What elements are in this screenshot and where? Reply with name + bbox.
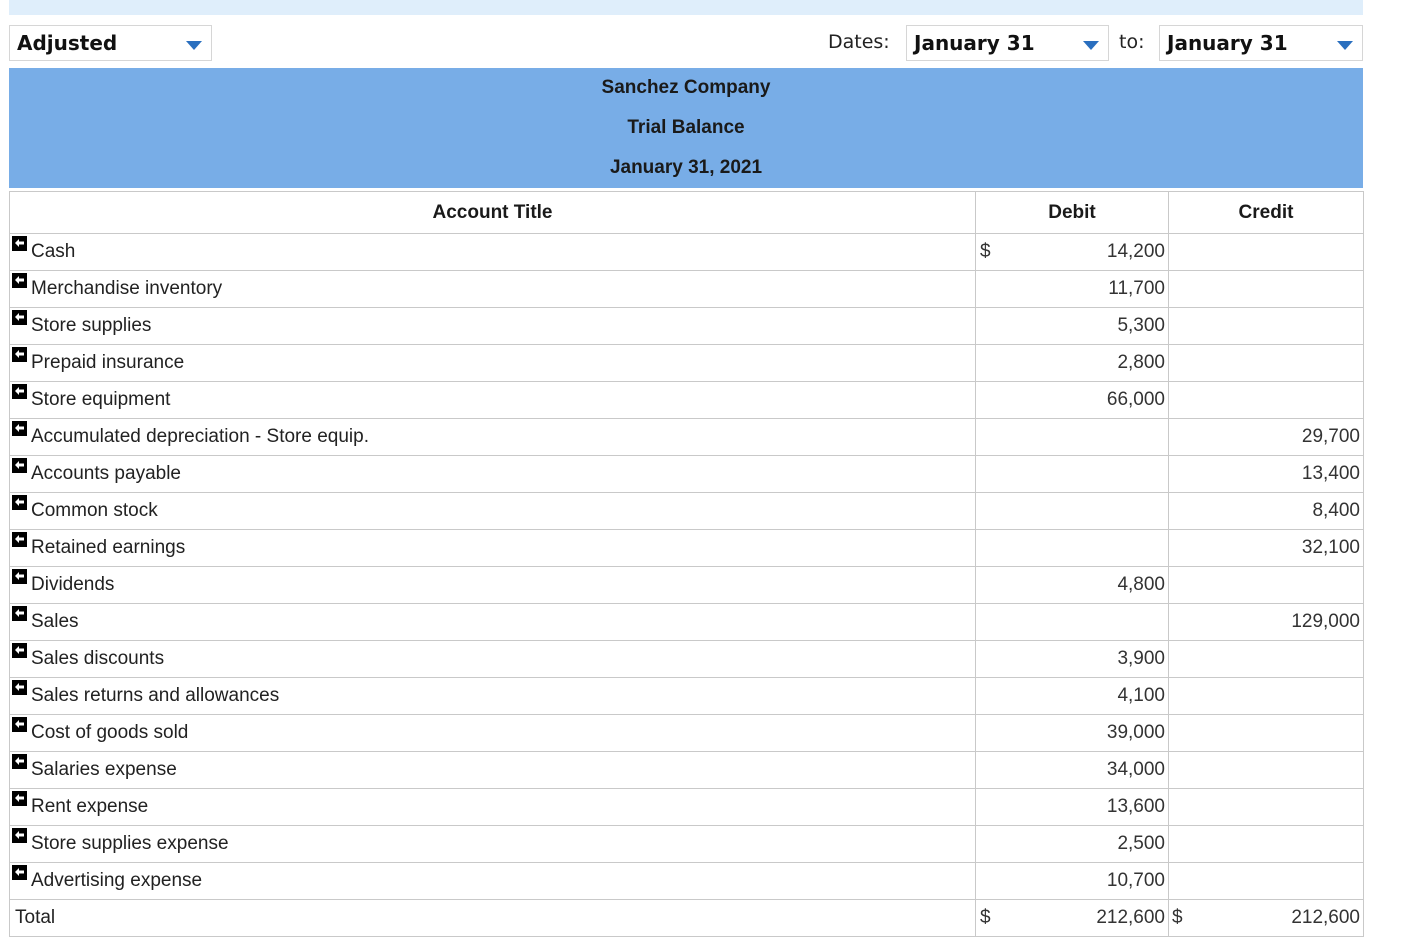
table-row bbox=[10, 641, 1364, 678]
total-debit-cell[interactable] bbox=[976, 900, 1169, 937]
debit-cell[interactable] bbox=[976, 752, 1169, 789]
dates-label: Dates: bbox=[828, 31, 890, 53]
credit-cell[interactable] bbox=[1169, 641, 1364, 678]
mode-select-value: Adjusted bbox=[17, 31, 118, 55]
account-title-cell[interactable] bbox=[10, 715, 976, 752]
table-row bbox=[10, 530, 1364, 567]
account-title-cell[interactable] bbox=[10, 826, 976, 863]
debit-value: 2,500 bbox=[1117, 833, 1165, 854]
debit-value: 3,900 bbox=[1117, 648, 1165, 669]
account-title: Retained earnings bbox=[31, 537, 186, 558]
debit-cell[interactable] bbox=[976, 789, 1169, 826]
account-title: Sales returns and allowances bbox=[31, 685, 280, 706]
return-arrow-icon[interactable] bbox=[12, 532, 27, 547]
table-row bbox=[10, 308, 1364, 345]
account-title-cell[interactable] bbox=[10, 456, 976, 493]
account-title-cell[interactable] bbox=[10, 789, 976, 826]
credit-value: 13,400 bbox=[1301, 463, 1360, 484]
account-title: Common stock bbox=[31, 500, 158, 521]
total-credit-cell[interactable] bbox=[1169, 900, 1364, 937]
table-row bbox=[10, 863, 1364, 900]
return-arrow-icon[interactable] bbox=[12, 680, 27, 695]
debit-value: 13,600 bbox=[1106, 796, 1165, 817]
account-title: Salaries expense bbox=[31, 759, 177, 780]
account-title: Sales discounts bbox=[31, 648, 165, 669]
credit-cell[interactable] bbox=[1169, 456, 1364, 493]
account-title-cell[interactable] bbox=[10, 604, 976, 641]
account-title: Rent expense bbox=[31, 796, 149, 817]
debit-cell[interactable] bbox=[976, 567, 1169, 604]
credit-cell[interactable] bbox=[1169, 234, 1364, 271]
debit-value: 5,300 bbox=[1117, 315, 1165, 336]
credit-cell[interactable] bbox=[1169, 863, 1364, 900]
credit-cell[interactable] bbox=[1169, 419, 1364, 456]
return-arrow-icon[interactable] bbox=[12, 458, 27, 473]
credit-value: 8,400 bbox=[1312, 500, 1360, 521]
debit-cell[interactable] bbox=[976, 530, 1169, 567]
debit-cell[interactable] bbox=[976, 715, 1169, 752]
debit-cell[interactable] bbox=[976, 234, 1169, 271]
debit-cell[interactable] bbox=[976, 382, 1169, 419]
debit-value: 4,100 bbox=[1117, 685, 1165, 706]
account-title: Accounts payable bbox=[31, 463, 181, 484]
to-date-value: January 31 bbox=[1167, 31, 1288, 55]
dollar-sign: $ bbox=[980, 907, 991, 928]
report-title: Trial Balance bbox=[627, 117, 745, 138]
return-arrow-icon[interactable] bbox=[12, 717, 27, 732]
table-row bbox=[10, 382, 1364, 419]
debit-value: 39,000 bbox=[1106, 722, 1165, 743]
account-title: Advertising expense bbox=[31, 870, 203, 891]
dollar-sign: $ bbox=[1172, 907, 1183, 928]
to-label: to: bbox=[1119, 31, 1145, 53]
account-title-cell[interactable] bbox=[10, 308, 976, 345]
return-arrow-icon[interactable] bbox=[12, 310, 27, 325]
account-title: Merchandise inventory bbox=[31, 278, 223, 299]
table-row bbox=[10, 234, 1364, 271]
account-title-cell[interactable] bbox=[10, 678, 976, 715]
return-arrow-icon[interactable] bbox=[12, 273, 27, 288]
debit-value: 66,000 bbox=[1106, 389, 1165, 410]
debit-value: 34,000 bbox=[1106, 759, 1165, 780]
debit-value: 14,200 bbox=[1106, 241, 1165, 262]
return-arrow-icon[interactable] bbox=[12, 791, 27, 806]
account-title-cell[interactable] bbox=[10, 271, 976, 308]
credit-cell[interactable] bbox=[1169, 715, 1364, 752]
account-title-cell[interactable] bbox=[10, 419, 976, 456]
debit-value: 11,700 bbox=[1108, 278, 1165, 299]
table-row bbox=[10, 678, 1364, 715]
credit-cell[interactable] bbox=[1169, 530, 1364, 567]
debit-cell[interactable] bbox=[976, 456, 1169, 493]
debit-value: 4,800 bbox=[1117, 574, 1165, 595]
account-title-cell[interactable] bbox=[10, 752, 976, 789]
return-arrow-icon[interactable] bbox=[12, 865, 27, 880]
table-row bbox=[10, 715, 1364, 752]
return-arrow-icon[interactable] bbox=[12, 236, 27, 251]
debit-header: Debit bbox=[976, 192, 1169, 234]
credit-cell[interactable] bbox=[1169, 271, 1364, 308]
debit-cell[interactable] bbox=[976, 826, 1169, 863]
credit-header: Credit bbox=[1169, 192, 1364, 234]
credit-cell[interactable] bbox=[1169, 826, 1364, 863]
return-arrow-icon[interactable] bbox=[12, 643, 27, 658]
debit-cell[interactable] bbox=[976, 641, 1169, 678]
chevron-down-icon bbox=[1083, 41, 1099, 50]
report-header bbox=[9, 68, 1363, 188]
debit-cell[interactable] bbox=[976, 678, 1169, 715]
return-arrow-icon[interactable] bbox=[12, 828, 27, 843]
chevron-down-icon bbox=[1337, 41, 1353, 50]
account-title-cell[interactable] bbox=[10, 530, 976, 567]
table-row bbox=[10, 419, 1364, 456]
to-date-select[interactable] bbox=[1159, 25, 1363, 61]
table-row bbox=[10, 789, 1364, 826]
credit-cell[interactable] bbox=[1169, 789, 1364, 826]
return-arrow-icon[interactable] bbox=[12, 569, 27, 584]
table-row bbox=[10, 271, 1364, 308]
account-title-cell[interactable] bbox=[10, 234, 976, 271]
account-title: Cost of goods sold bbox=[31, 722, 189, 743]
debit-value: 10,700 bbox=[1106, 870, 1165, 891]
return-arrow-icon[interactable] bbox=[12, 606, 27, 621]
from-date-select[interactable] bbox=[906, 25, 1109, 61]
total-credit-value: 212,600 bbox=[1291, 907, 1360, 928]
account-title-cell[interactable] bbox=[10, 641, 976, 678]
debit-cell[interactable] bbox=[976, 604, 1169, 641]
account-title: Store supplies expense bbox=[31, 833, 229, 854]
table-row bbox=[10, 345, 1364, 382]
debit-cell[interactable] bbox=[976, 419, 1169, 456]
account-title-cell[interactable] bbox=[10, 863, 976, 900]
table-row bbox=[10, 567, 1364, 604]
trial-balance-table bbox=[9, 191, 1364, 937]
table-row bbox=[10, 752, 1364, 789]
account-title: Accumulated depreciation - Store equip. bbox=[31, 426, 369, 447]
credit-cell[interactable] bbox=[1169, 567, 1364, 604]
total-label: Total bbox=[10, 900, 976, 937]
account-title: Sales bbox=[31, 611, 79, 632]
credit-cell[interactable] bbox=[1169, 678, 1364, 715]
debit-cell[interactable] bbox=[976, 345, 1169, 382]
credit-cell[interactable] bbox=[1169, 604, 1364, 641]
credit-cell[interactable] bbox=[1169, 752, 1364, 789]
table-row bbox=[10, 604, 1364, 641]
company-name: Sanchez Company bbox=[601, 77, 771, 98]
credit-cell[interactable] bbox=[1169, 345, 1364, 382]
report-date: January 31, 2021 bbox=[609, 157, 763, 178]
account-title: Prepaid insurance bbox=[31, 352, 185, 373]
debit-cell[interactable] bbox=[976, 308, 1169, 345]
from-date-value: January 31 bbox=[914, 31, 1035, 55]
account-title: Store equipment bbox=[31, 389, 171, 410]
debit-cell[interactable] bbox=[976, 863, 1169, 900]
return-arrow-icon[interactable] bbox=[12, 347, 27, 362]
account-title-cell[interactable] bbox=[10, 382, 976, 419]
dollar-sign: $ bbox=[980, 241, 991, 262]
account-title-cell[interactable] bbox=[10, 567, 976, 604]
mode-select[interactable] bbox=[9, 25, 212, 61]
table-header-row bbox=[10, 192, 1364, 234]
credit-value: 129,000 bbox=[1291, 611, 1360, 632]
account-title-cell[interactable] bbox=[10, 345, 976, 382]
credit-cell[interactable] bbox=[1169, 382, 1364, 419]
debit-value: 2,800 bbox=[1117, 352, 1165, 373]
return-arrow-icon[interactable] bbox=[12, 495, 27, 510]
return-arrow-icon[interactable] bbox=[12, 384, 27, 399]
debit-cell[interactable] bbox=[976, 493, 1169, 530]
credit-cell[interactable] bbox=[1169, 308, 1364, 345]
table-row bbox=[10, 493, 1364, 530]
account-title: Cash bbox=[31, 241, 76, 262]
account-title-header: Account Title bbox=[10, 192, 976, 234]
return-arrow-icon[interactable] bbox=[12, 754, 27, 769]
credit-value: 29,700 bbox=[1301, 426, 1360, 447]
total-debit-value: 212,600 bbox=[1096, 907, 1165, 928]
credit-value: 32,100 bbox=[1301, 537, 1360, 558]
return-arrow-icon[interactable] bbox=[12, 421, 27, 436]
total-row bbox=[10, 900, 1364, 937]
credit-cell[interactable] bbox=[1169, 493, 1364, 530]
top-strip bbox=[9, 0, 1363, 15]
chevron-down-icon bbox=[186, 41, 202, 50]
account-title: Dividends bbox=[31, 574, 115, 595]
table-row bbox=[10, 456, 1364, 493]
table-row bbox=[10, 826, 1364, 863]
debit-cell[interactable] bbox=[976, 271, 1169, 308]
account-title-cell[interactable] bbox=[10, 493, 976, 530]
account-title: Store supplies bbox=[31, 315, 152, 336]
